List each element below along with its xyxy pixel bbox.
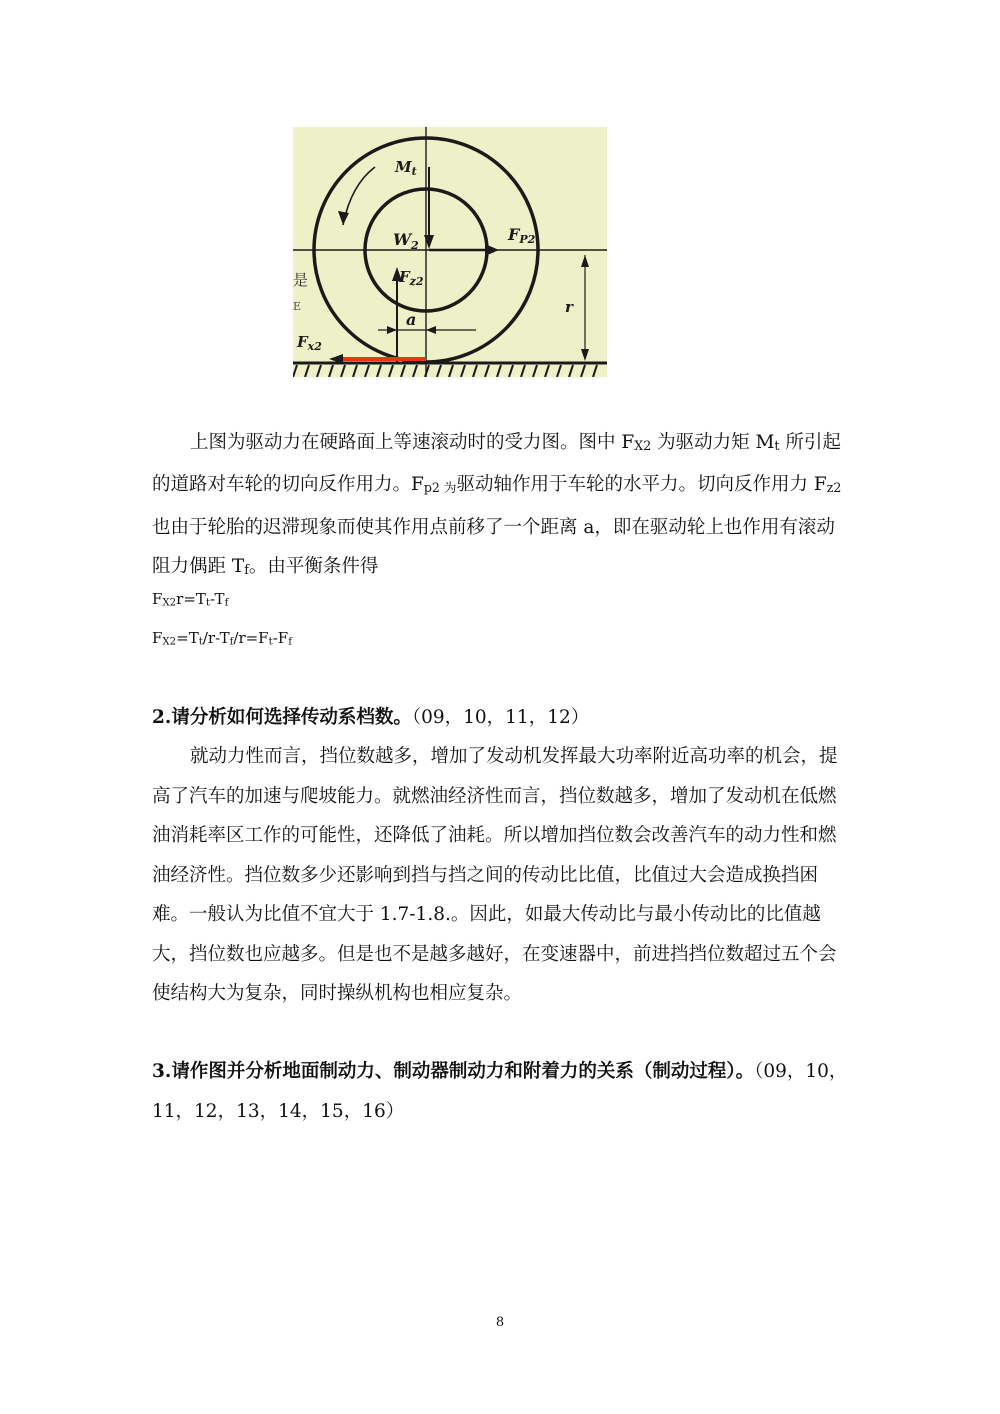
section-3-heading <box>152 1052 852 1131</box>
push-force-label: FP2 <box>508 225 536 246</box>
section-2-heading <box>152 698 852 738</box>
section-3-years: （09，10，11，12，13，14，15，16） <box>152 1061 848 1122</box>
fragment-text-2: E <box>293 300 302 313</box>
radius-label: r <box>565 298 573 316</box>
load-label: $W_2$ <box>393 230 419 252</box>
normal-force-label: $F_{z2}$ <box>399 268 424 288</box>
page-number: 8 <box>495 1315 505 1330</box>
figure-background <box>293 127 607 377</box>
equation-2: $F_{X2}=T_t/r-T_f/r=F_t-F_f$ <box>152 629 292 648</box>
offset-label: a <box>406 310 417 329</box>
figure-explanation-paragraph: 上图为驱动力在硬路面上等速滚动时的受力图。图中 $F_{X2}$ 为驱动力矩 $M_t$ 所引起的道路对车轮的切向反作用力。$F_{p2 为}$驱动轴作用于车轮的水平力。切向反作用力 $F_{z2}$ 也由于轮胎的迟滞现象而使其作用点前移了一个距离 a，即在驱动轮上也作用有滚动阻力偶距 $T_f$。由平衡条件得 <box>152 432 842 578</box>
moment-label: $M_t$ <box>395 158 417 178</box>
section-3-title: 3.请作图并分析地面制动力、制动器制动力和附着力的关系（制动过程）。 <box>152 1061 755 1082</box>
section-2-years: （09，10，11，12） <box>411 707 590 728</box>
section-2-body: 就动力性而言，挡位数越多，增加了发动机发挥最大功率附近高功率的机会，提高了汽车的加速与爬坡能力。就燃油经济性而言，挡位数越多，增加了发动机在低燃油消耗率区工作的可能性，还降低了油耗。所以增加挡位数会改善汽车的动力性和燃油经济性。挡位数多少还影响到挡与挡之间的传动比比值，比值过大会造成换挡困难。一般认为比值不宜大于 1.7-1.8.。因此，如最大传动比与最小传动比的比值越大，挡位数也应越多。但是也不是越多越好，在变速器中，前进挡挡位数超过五个会使结构大为复杂，同时操纵机构也相应复杂。 <box>152 746 838 1004</box>
tangential-force-label: $F_{x2}$ <box>297 333 322 353</box>
equation-1: $F_{X2}r=T_t-T_f$ <box>152 590 229 609</box>
section-2-title: 2.请分析如何选择传动系档数。 <box>152 707 412 728</box>
wheel-force-diagram <box>293 127 607 377</box>
fragment-text-1: 是 <box>293 271 309 289</box>
